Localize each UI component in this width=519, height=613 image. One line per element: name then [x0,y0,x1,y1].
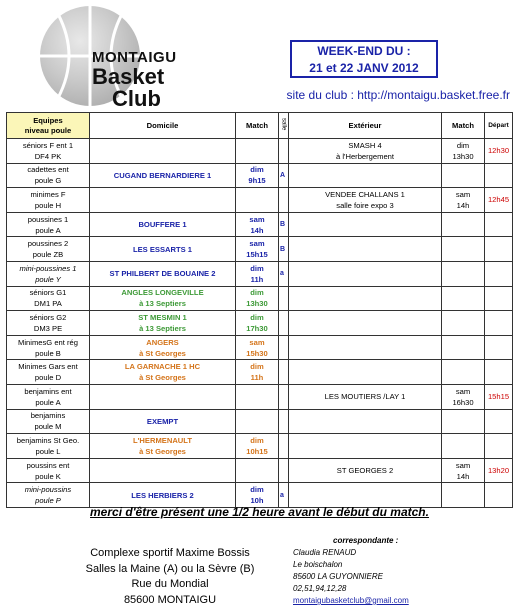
cell-domicile [90,139,236,164]
cell-match: sam 15h30 [236,335,279,360]
cell-equipe: benjamins ent poule A [7,384,90,409]
cell-domicile: ANGERS à St Georges [90,335,236,360]
cell-equipe: poussins ent poule K [7,458,90,483]
cell-equipe: benjamins poule M [7,409,90,434]
correspondent-name: Claudia RENAUD [293,548,357,557]
cell-domicile: ST PHILBERT DE BOUAINE 2 [90,261,236,286]
cell-match-ext: dim 13h30 [442,139,485,164]
arrival-notice: merci d'être présent une 1/2 heure avant le début du match. [90,505,429,519]
table-row [7,237,513,262]
table-row [7,286,513,311]
cell-match-ext [442,483,485,508]
week-title: WEEK-END DU : [317,44,411,58]
table-row [7,163,513,188]
cell-salle [279,311,289,336]
cell-exterieur [289,163,442,188]
table-row [7,311,513,336]
cell-match: dim 11h [236,261,279,286]
cell-match [236,384,279,409]
cell-match-ext [442,286,485,311]
cell-equipe: poussines 1 poule A [7,212,90,237]
cell-match: dim 13h30 [236,286,279,311]
table-row [7,261,513,286]
cell-exterieur [289,237,442,262]
header-equipes: Equipes niveau poule [7,113,90,139]
table-row [7,409,513,434]
site-link[interactable]: site du club : http://montaigu.basket.free.fr [286,88,510,102]
cell-exterieur [289,311,442,336]
cell-match [236,409,279,434]
cell-domicile: LES ESSARTS 1 [90,237,236,262]
cell-equipe: poussines 2 poule ZB [7,237,90,262]
cell-depart [485,434,513,459]
cell-match: dim 10h [236,483,279,508]
venue-name: Complexe sportif Maxime Bossis [90,547,250,559]
header-domicile: Domicile [90,113,236,139]
venue-city: 85600 MONTAIGU [123,593,217,606]
venue-address [70,546,270,608]
cell-equipe: séniors F ent 1 DF4 PK [7,139,90,164]
cell-salle [279,434,289,459]
cell-equipe: minimes F poule H [7,188,90,213]
correspondent-block [293,535,503,607]
cell-depart: 15h15 [485,384,513,409]
correspondent-place: Le boischalon [293,560,343,569]
cell-equipe: MinimesG ent rég poule B [7,335,90,360]
cell-salle [279,409,289,434]
cell-depart [485,237,513,262]
cell-match-ext [442,212,485,237]
cell-salle [279,335,289,360]
table-row [7,458,513,483]
cell-domicile: EXEMPT [90,409,236,434]
cell-match [236,458,279,483]
club-logo [30,6,210,112]
cell-match-ext [442,409,485,434]
correspondent-email[interactable]: montaigubasketclub@gmail.com [293,596,409,605]
header-salle: salle [279,113,289,139]
cell-match-ext [442,311,485,336]
table-header-row [7,113,513,139]
cell-equipe: Minimes Gars ent poule D [7,360,90,385]
cell-match-ext [442,434,485,459]
cell-salle: B [279,237,289,262]
cell-exterieur: ST GEORGES 2 [289,458,442,483]
cell-exterieur [289,434,442,459]
cell-depart [485,409,513,434]
cell-exterieur: VENDEE CHALLANS 1 salle foire expo 3 [289,188,442,213]
cell-equipe: cadettes ent poule G [7,163,90,188]
cell-depart [485,261,513,286]
schedule-table [6,112,513,508]
cell-domicile: L'HERMENAULT à St Georges [90,434,236,459]
cell-domicile: LA GARNACHE 1 HC à St Georges [90,360,236,385]
cell-match-ext [442,237,485,262]
cell-domicile [90,188,236,213]
cell-match: dim 11h [236,360,279,385]
cell-match-ext: sam 14h [442,188,485,213]
cell-exterieur: LES MOUTIERS /LAY 1 [289,384,442,409]
cell-exterieur [289,286,442,311]
cell-domicile: ST MESMIN 1 à 13 Septiers [90,311,236,336]
header-match-ext: Match [442,113,485,139]
cell-exterieur [289,212,442,237]
cell-depart: 12h30 [485,139,513,164]
header-match: Match [236,113,279,139]
table-row [7,483,513,508]
logo-line-3: Club [112,86,161,111]
table-row [7,335,513,360]
venue-halls: Salles la Maine (A) ou la Sèvre (B) [85,562,255,575]
header-exterieur: Extérieur [289,113,442,139]
table-row [7,139,513,164]
cell-exterieur [289,409,442,434]
cell-match: sam 14h [236,212,279,237]
logo-line-2: Basket [92,64,165,89]
cell-match [236,139,279,164]
cell-depart [485,360,513,385]
cell-domicile: ANGLES LONGEVILLE à 13 Septiers [90,286,236,311]
table-row [7,360,513,385]
cell-match: dim 10h15 [236,434,279,459]
cell-depart: 12h45 [485,188,513,213]
cell-match-ext [442,335,485,360]
cell-exterieur [289,261,442,286]
cell-depart [485,212,513,237]
cell-depart [485,335,513,360]
venue-street: Rue du Mondial [131,578,209,590]
cell-match: dim 9h15 [236,163,279,188]
cell-salle [279,286,289,311]
cell-domicile: LES HERBIERS 2 [90,483,236,508]
correspondent-city: 85600 LA GUYONNIERE [293,572,383,581]
cell-domicile: CUGAND BERNARDIERE 1 [90,163,236,188]
correspondent-title: correspondante : [333,536,399,545]
cell-equipe: mini-poussines 1 poule Y [7,261,90,286]
cell-match-ext [442,360,485,385]
table-row [7,434,513,459]
cell-exterieur: SMASH 4 à l'Herbergement [289,139,442,164]
week-dates: 21 et 22 JANV 2012 [309,61,419,75]
cell-match: sam 15h15 [236,237,279,262]
cell-match: dim 17h30 [236,311,279,336]
cell-depart: 13h20 [485,458,513,483]
cell-domicile: BOUFFERE 1 [90,212,236,237]
cell-domicile [90,384,236,409]
correspondent-phone: 02,51,94,12,28 [293,584,347,593]
cell-exterieur [289,335,442,360]
table-row [7,188,513,213]
cell-exterieur [289,360,442,385]
cell-match-ext [442,261,485,286]
table-row [7,384,513,409]
cell-depart [485,163,513,188]
cell-equipe: benjamins St Geo. poule L [7,434,90,459]
cell-salle: B [279,212,289,237]
cell-match [236,188,279,213]
cell-salle: a [279,261,289,286]
cell-depart [485,286,513,311]
cell-domicile [90,458,236,483]
cell-equipe: séniors G2 DM3 PE [7,311,90,336]
cell-depart [485,483,513,508]
cell-salle [279,139,289,164]
cell-exterieur [289,483,442,508]
cell-depart [485,311,513,336]
cell-equipe: mini-poussins poule P [7,483,90,508]
header-depart: Départ [485,113,513,139]
cell-match-ext: sam 16h30 [442,384,485,409]
cell-salle: a [279,483,289,508]
cell-salle [279,458,289,483]
logo-line-1: MONTAIGU [92,49,177,66]
cell-salle [279,188,289,213]
cell-equipe: séniors G1 DM1 PA [7,286,90,311]
cell-match-ext [442,163,485,188]
cell-salle: A [279,163,289,188]
cell-salle [279,384,289,409]
table-row [7,212,513,237]
cell-salle [279,360,289,385]
week-box [290,40,438,78]
cell-match-ext: sam 14h [442,458,485,483]
